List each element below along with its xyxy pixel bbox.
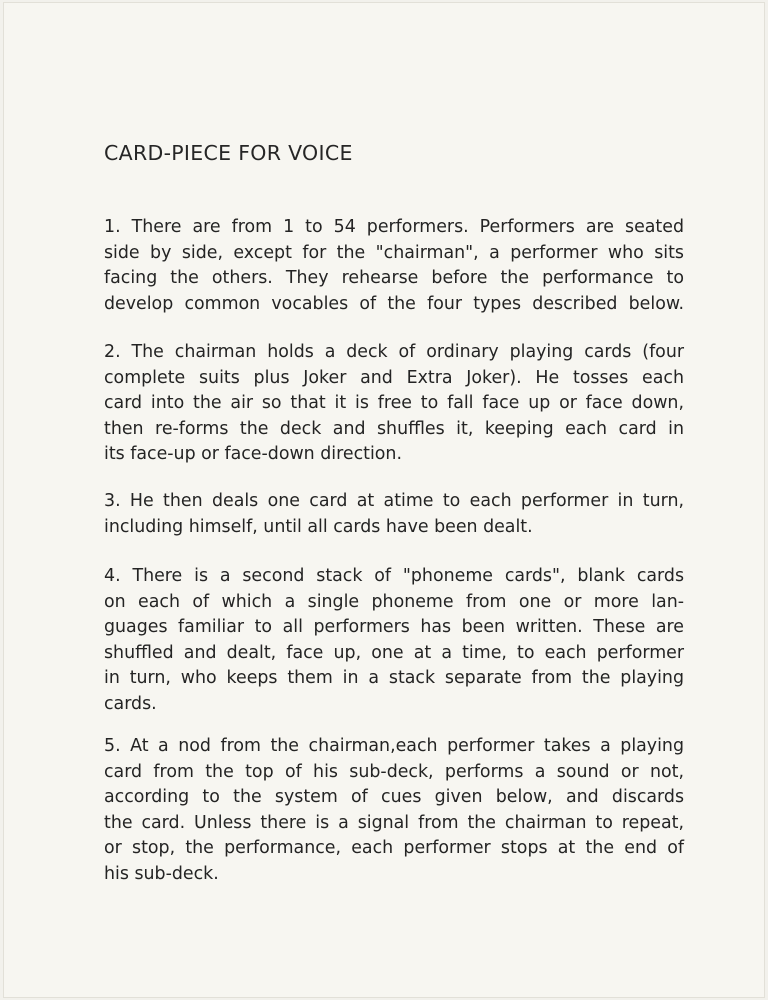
text-line: or stop, the performance, each performer stops at the end of (104, 838, 684, 858)
text-line: card into the air so that it is free to fall face up or face down, (104, 393, 684, 413)
text-line: the card. Unless there is a signal from the chairman to repeat, (104, 812, 684, 833)
document-page (4, 3, 764, 997)
text-line: 4. There is a second stack of "phoneme cards", blank cards (104, 566, 684, 586)
text-line: complete suits plus Joker and Extra Joker). He tosses each (104, 367, 684, 388)
text-line: 3. He then deals one card at atime to each performer in turn, (104, 491, 684, 511)
text-line: 5. At a nod from the chairman,each performer takes a playing (104, 736, 684, 756)
text-line: shuffled and dealt, face up, one at a time, to each performer (104, 642, 684, 663)
paragraph-1 (104, 215, 684, 317)
paragraph-2 (104, 340, 684, 468)
text-line: then re-forms the deck and shuffles it, keeping each card in (104, 418, 684, 439)
text-line: including himself, until all cards have been dealt. (104, 516, 533, 537)
text-line: develop common vocables of the four types described below. (104, 293, 684, 314)
paragraph-4 (104, 564, 684, 717)
text-line: his sub-deck. (104, 863, 219, 884)
paragraph-3 (104, 489, 684, 540)
text-line: 1. There are from 1 to 54 performers. Performers are seated (104, 217, 684, 237)
text-line: according to the system of cues given below, and discards (104, 787, 684, 807)
text-line: its face-up or face-down direction. (104, 444, 402, 464)
text-line: guages familiar to all performers has been written. These are (104, 617, 684, 637)
text-line: in turn, who keeps them in a stack separate from the playing (104, 668, 684, 688)
document-title: CARD-PIECE FOR VOICE (104, 141, 353, 165)
paragraph-5 (104, 734, 684, 887)
text-line: facing the others. They rehearse before the performance to (104, 268, 684, 288)
text-line: 2. The chairman holds a deck of ordinary playing cards (four (104, 342, 684, 362)
text-line: side by side, except for the "chairman", a performer who sits (104, 242, 684, 263)
text-line: cards. (104, 693, 157, 714)
text-line: on each of which a single phoneme from one or more lan- (104, 591, 684, 612)
text-line: card from the top of his sub-deck, performs a sound or not, (104, 761, 684, 782)
